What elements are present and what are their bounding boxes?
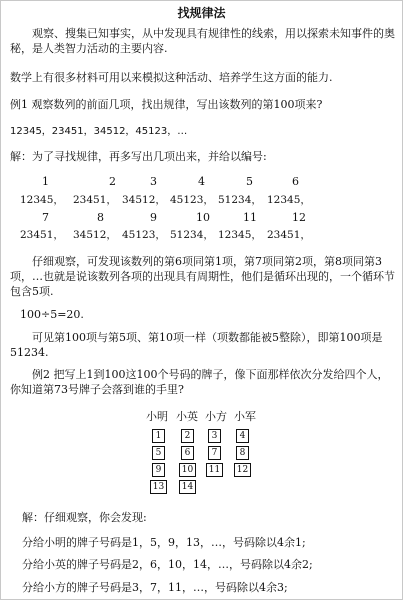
- card-box: 11: [206, 463, 223, 477]
- example1-observation: 仔细观察，可发现该数列的第6项同第1项，第7项同第2项，第8项同第3项，…也就是说该数列各项的出现具有周期性，他们是循环出现的，一个循环节包含5项.: [10, 255, 395, 298]
- example1-conclusion: 可见第100项与第5项、第10项一样（项数都能被5整除），即第100项是51234.: [10, 331, 383, 359]
- person-header: 小方: [205, 410, 227, 423]
- example1-solution-intro: 解：为了寻找规律，再多写出几项出来，并给以编号:: [10, 150, 267, 163]
- index-cell: 12: [292, 211, 306, 224]
- example2-rule-2: 分给小英的牌子号码是2，6，10，14，…，号码除以4余2;: [22, 558, 313, 571]
- person-header: 小明: [146, 410, 168, 423]
- example1-question: 例1 观察数列的前面几项，找出规律，写出该数列的第100项来?: [10, 98, 323, 111]
- value-cell: 23451，: [267, 229, 311, 241]
- card-box: 3: [208, 429, 221, 443]
- card-box: 12: [234, 463, 251, 477]
- value-cell: 23451，: [73, 194, 117, 206]
- value-cell: 34512，: [122, 194, 166, 206]
- value-row-2: [0, 228, 403, 244]
- value-cell: 12345，: [20, 194, 64, 206]
- index-cell: 4: [198, 175, 205, 188]
- card-box: 7: [208, 446, 221, 460]
- example2-solution-intro: 解：仔细观察，你会发现:: [22, 511, 147, 524]
- person-header: 小军: [234, 410, 256, 423]
- page-title: 找规律法: [177, 6, 226, 20]
- value-row-1: [0, 193, 403, 209]
- value-cell: 23451，: [20, 229, 64, 241]
- value-cell: 34512，: [73, 229, 117, 241]
- index-cell: 8: [97, 211, 104, 224]
- card-box: 6: [181, 446, 194, 460]
- value-cell: 51234，: [170, 229, 214, 241]
- index-row-2: [0, 210, 403, 226]
- card-box: 9: [152, 463, 165, 477]
- value-cell: 12345，: [267, 194, 311, 206]
- intro-paragraph-2: 数学上有很多材料可用以来模拟这种活动、培养学生这方面的能力.: [10, 71, 333, 84]
- index-cell: 3: [150, 175, 157, 188]
- card-box: 1: [152, 429, 165, 443]
- card-box: 8: [236, 446, 249, 460]
- index-cell: 5: [246, 175, 253, 188]
- example1-calculation: 100÷5=20.: [20, 308, 84, 321]
- index-cell: 2: [109, 175, 116, 188]
- value-cell: 51234，: [218, 194, 262, 206]
- card-box: 4: [236, 429, 249, 443]
- index-cell: 7: [42, 211, 49, 224]
- intro-paragraph: 观察、搜集已知事实，从中发现具有规律性的线索，用以探索未知事件的奥秘，是人类智力活动的主要内容.: [10, 27, 395, 55]
- value-cell: 45123，: [170, 194, 214, 206]
- example1-sequence: 12345，23451，34512，45123，…: [10, 126, 188, 137]
- value-cell: 12345，: [218, 229, 262, 241]
- example2-rule-1: 分给小明的牌子号码是1，5，9，13，…，号码除以4余1;: [22, 536, 306, 549]
- example2-question: 例2 把写上1到100这100个号码的牌子，像下面那样依次分发给四个人，你知道第73号牌子会落到谁的手里?: [10, 368, 389, 396]
- index-cell: 11: [243, 211, 257, 224]
- card-box: 2: [181, 429, 194, 443]
- index-cell: 1: [42, 175, 49, 188]
- example2-rule-3: 分给小方的牌子号码是3，7，11，…，号码除以4余3;: [22, 581, 288, 594]
- index-row-1: [0, 174, 403, 190]
- index-cell: 6: [292, 175, 299, 188]
- card-box: 13: [150, 480, 167, 494]
- card-box: 10: [179, 463, 196, 477]
- card-box: 5: [152, 446, 165, 460]
- card-box: 14: [179, 480, 196, 494]
- index-cell: 10: [196, 211, 210, 224]
- value-cell: 45123，: [122, 229, 166, 241]
- person-header: 小英: [176, 410, 198, 423]
- index-cell: 9: [150, 211, 157, 224]
